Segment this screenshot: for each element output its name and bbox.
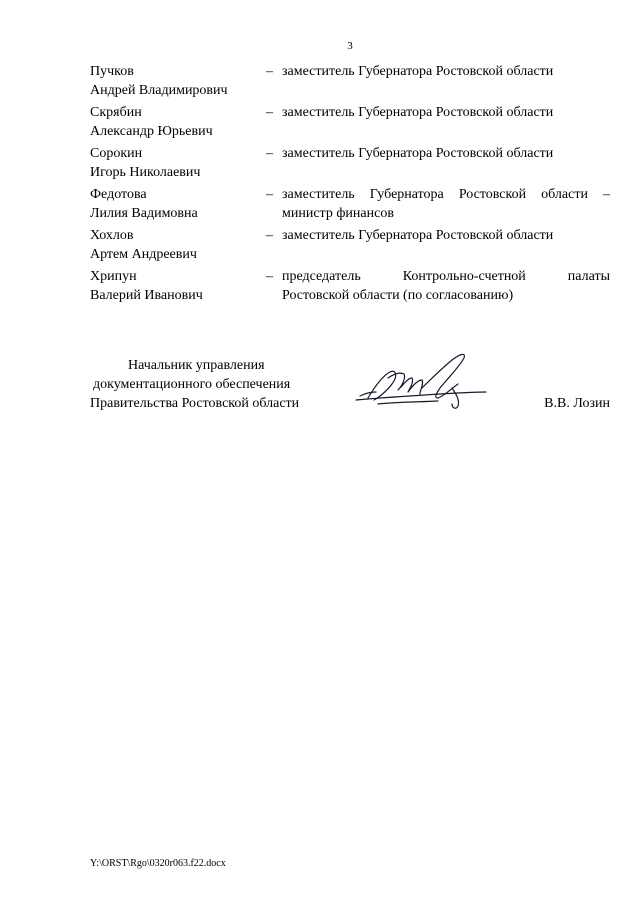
member-role [282, 144, 610, 163]
signer-position-line: Начальник управления [128, 358, 265, 373]
dash-separator: – [266, 269, 273, 284]
member-row [90, 103, 610, 141]
member-given-names: Лилия Вадимовна [90, 206, 198, 221]
member-role-line: Ростовской области (по согласованию) [282, 288, 514, 303]
member-surname: Хрипун [90, 269, 137, 284]
member-role-line: министр финансов [282, 206, 394, 221]
member-role-line: заместитель Губернатора Ростовской области [282, 146, 554, 161]
member-row [90, 226, 610, 264]
member-role [282, 103, 610, 122]
handwritten-signature [348, 348, 508, 420]
signature-block [90, 356, 610, 426]
member-role-line: председатель Контрольно-счетной палаты [282, 269, 610, 284]
page-number: 3 [347, 40, 353, 52]
member-name [90, 103, 266, 141]
member-given-names: Александр Юрьевич [90, 124, 213, 139]
member-row [90, 62, 610, 100]
member-surname: Федотова [90, 187, 147, 202]
member-role [282, 62, 610, 81]
member-role-line: заместитель Губернатора Ростовской области [282, 228, 554, 243]
member-given-names: Артем Андреевич [90, 247, 197, 262]
member-row [90, 144, 610, 182]
dash-separator: – [266, 105, 273, 120]
member-role-line: заместитель Губернатора Ростовской области – [282, 187, 610, 202]
member-name [90, 267, 266, 305]
member-given-names: Андрей Владимирович [90, 83, 228, 98]
member-given-names: Игорь Николаевич [90, 165, 201, 180]
dash-separator: – [266, 64, 273, 79]
signer-position-line: документационного обеспечения [93, 377, 291, 392]
member-role [282, 185, 610, 223]
signer-position-line: Правительства Ростовской области [90, 396, 300, 411]
member-row [90, 267, 610, 305]
dash-separator: – [266, 146, 273, 161]
member-surname: Сорокин [90, 146, 143, 161]
member-surname: Пучков [90, 64, 134, 79]
member-row [90, 185, 610, 223]
signer-position [90, 356, 330, 413]
dash-separator: – [266, 187, 273, 202]
member-role-line: заместитель Губернатора Ростовской области [282, 105, 554, 120]
member-name [90, 226, 266, 264]
member-given-names: Валерий Иванович [90, 288, 203, 303]
document-file-path: Y:\ORST\Rgo\0320r063.f22.docx [90, 858, 226, 869]
member-role [282, 226, 610, 245]
members-list [90, 62, 610, 308]
member-surname: Хохлов [90, 228, 134, 243]
member-name [90, 62, 266, 100]
member-name [90, 144, 266, 182]
member-role-line: заместитель Губернатора Ростовской области [282, 64, 554, 79]
member-name [90, 185, 266, 223]
member-surname: Скрябин [90, 105, 142, 120]
dash-separator: – [266, 228, 273, 243]
signer-name: В.В. Лозин [544, 396, 610, 411]
member-role [282, 267, 610, 305]
